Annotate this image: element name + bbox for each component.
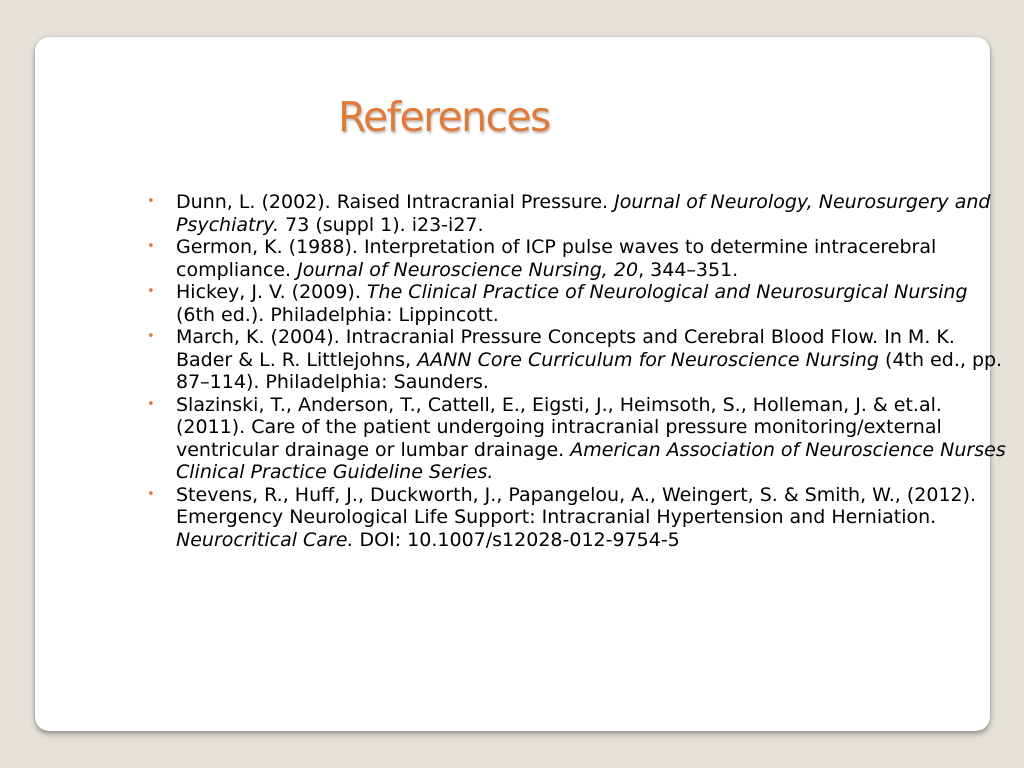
- reference-source-text: AANN Core Curriculum for Neuroscience Nursing: [417, 348, 879, 371]
- reference-source-text: Journal of Neurology, Neurosurgery and Psychiatry.: [176, 191, 991, 236]
- reference-item: [147, 484, 1009, 552]
- reference-item: [147, 236, 1009, 281]
- slide-title: References: [338, 93, 550, 141]
- reference-text: DOI: 10.1007/s12028-012-9754-5: [353, 528, 680, 551]
- reference-text: March, K. (2004). Intracranial Pressure Concepts and Cerebral Blood Flow. In M. K. Bader & L. R. Littlejohns,: [176, 326, 955, 371]
- bullet-icon: •: [147, 284, 155, 299]
- reference-text: Hickey, J. V. (2009).: [176, 281, 367, 303]
- bullet-icon: •: [147, 329, 155, 344]
- reference-text: (4th ed., pp. 87–114). Philadelphia: Saunders.: [176, 348, 1003, 393]
- reference-text: 73 (suppl 1). i23-i27.: [279, 213, 484, 236]
- reference-source-text: The Clinical Practice of Neurological and Neurosurgical Nursing: [366, 281, 968, 303]
- reference-item: [147, 326, 1009, 394]
- reference-text: (6th ed.). Philadelphia: Lippincott.: [176, 303, 499, 326]
- reference-source-text: Journal of Neuroscience Nursing, 20: [297, 258, 639, 281]
- reference-item: [147, 281, 1009, 326]
- reference-text: , 344–351.: [638, 258, 739, 281]
- reference-source-text: American Association of Neuroscience Nurses Clinical Practice Guideline Series.: [176, 438, 1006, 483]
- references-list: [147, 191, 1009, 551]
- slide: [35, 37, 1006, 731]
- bullet-icon: •: [147, 486, 155, 502]
- reference-text: Germon, K. (1988). Interpretation of ICP pulse waves to determine intracerebral compliance.: [176, 236, 937, 281]
- reference-text: Dunn, L. (2002). Raised Intracranial Pressure.: [176, 191, 615, 213]
- bullet-icon: •: [147, 239, 155, 254]
- reference-text: Slazinski, T., Anderson, T., Cattell, E., Eigsti, J., Heimsoth, S., Holleman, J. & et.al. (2011). Care of the patient undergoing intracranial pressure monitoring/external ventricular drainage or lumbar drainage.: [176, 393, 942, 461]
- reference-item: [147, 394, 1009, 484]
- bullet-icon: •: [147, 194, 155, 209]
- reference-text: Stevens, R., Huff, J., Duckworth, J., Papangelou, A., Weingert, S. & Smith, W., (2012). Emergency Neurological Life Support: Intracranial Hypertension and Herniation.: [176, 483, 977, 528]
- reference-source-text: Neurocritical Care.: [176, 528, 354, 551]
- reference-item: [147, 191, 1009, 236]
- bullet-icon: •: [147, 396, 155, 412]
